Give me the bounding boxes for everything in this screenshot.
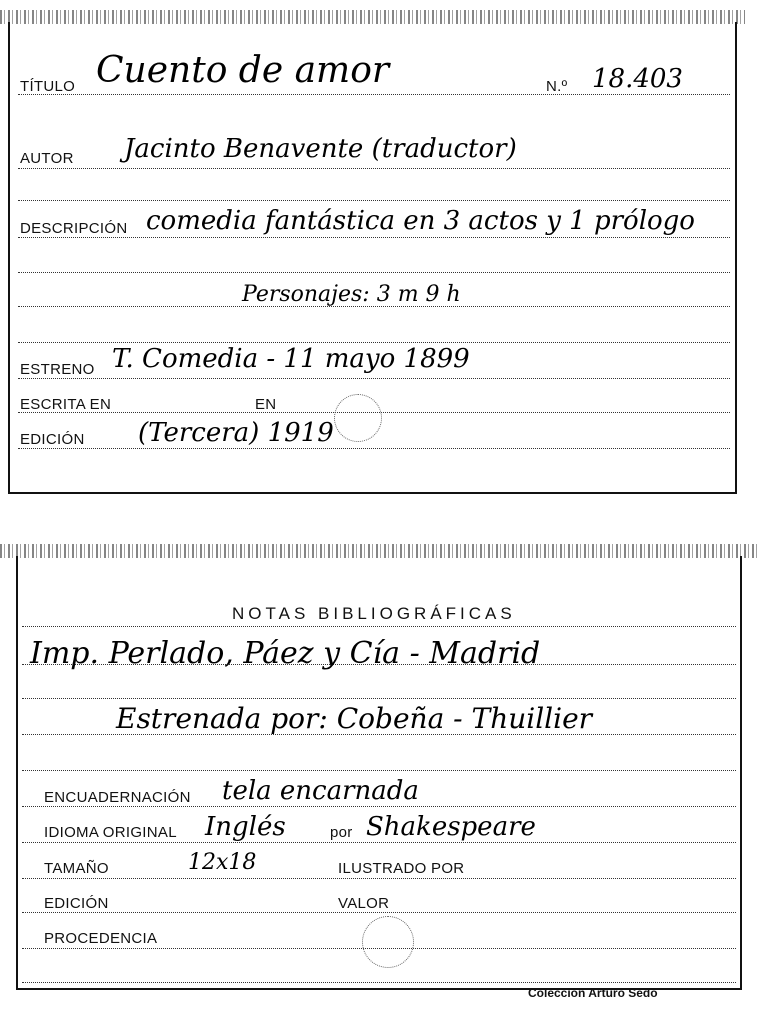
encuadernacion-value: tela encarnada <box>222 776 419 806</box>
note-line-1: Imp. Perlado, Páez y Cía - Madrid <box>30 636 541 671</box>
rule-line <box>22 698 736 699</box>
rule-line <box>22 626 736 627</box>
rule-line <box>18 168 730 169</box>
por-label: por <box>330 824 353 841</box>
note-line-2: Estrenada por: Cobeña - Thuillier <box>116 702 593 735</box>
rule-line <box>22 770 736 771</box>
descripcion-value: comedia fantástica en 3 actos y 1 prólogo <box>146 206 695 236</box>
descripcion-label: DESCRIPCIÓN <box>20 220 128 237</box>
rule-line <box>18 94 730 95</box>
rule-line <box>22 806 736 807</box>
collection-credit: Colección Arturo Sedó <box>528 986 658 1000</box>
rule-line <box>22 842 736 843</box>
rule-line <box>18 342 730 343</box>
stamp-smudge <box>334 394 382 442</box>
titulo-label: TÍTULO <box>20 78 76 95</box>
rule-line <box>22 982 736 983</box>
notes-title: NOTAS BIBLIOGRÁFICAS <box>232 604 516 623</box>
edicion-value: (Tercera) 1919 <box>138 418 334 448</box>
ilustrado-label: ILUSTRADO POR <box>338 860 465 877</box>
stamp-smudge <box>362 916 414 968</box>
tamano-value: 12x18 <box>188 850 257 875</box>
autor-label: AUTOR <box>20 150 74 167</box>
idioma-value: Inglés <box>205 812 286 842</box>
rule-line <box>18 272 730 273</box>
edicion-label: EDICIÓN <box>20 431 85 448</box>
estreno-value: T. Comedia - 11 mayo 1899 <box>112 344 470 374</box>
catalog-card-top <box>0 0 745 492</box>
numero-value: 18.403 <box>592 64 683 94</box>
procedencia-label: PROCEDENCIA <box>44 930 158 947</box>
escrita-en-label: ESCRITA EN <box>20 396 112 413</box>
rule-line <box>22 912 736 913</box>
autor-value: Jacinto Benavente (traductor) <box>124 134 517 164</box>
edicion-label-bottom: EDICIÓN <box>44 895 109 912</box>
rule-line <box>18 378 730 379</box>
en-label: EN <box>255 396 277 413</box>
numero-label: N.º <box>546 78 568 95</box>
rule-line <box>18 237 730 238</box>
rule-line <box>18 200 730 201</box>
tamano-label: TAMAÑO <box>44 860 109 877</box>
estreno-label: ESTRENO <box>20 361 95 378</box>
por-value: Shakespeare <box>366 812 536 842</box>
rule-line <box>18 448 730 449</box>
personajes-value: Personajes: 3 m 9 h <box>242 282 461 307</box>
idioma-label: IDIOMA ORIGINAL <box>44 824 177 841</box>
rule-line <box>22 878 736 879</box>
encuadernacion-label: ENCUADERNACIÓN <box>44 789 191 806</box>
valor-label: VALOR <box>338 895 390 912</box>
titulo-value: Cuento de amor <box>96 50 390 91</box>
